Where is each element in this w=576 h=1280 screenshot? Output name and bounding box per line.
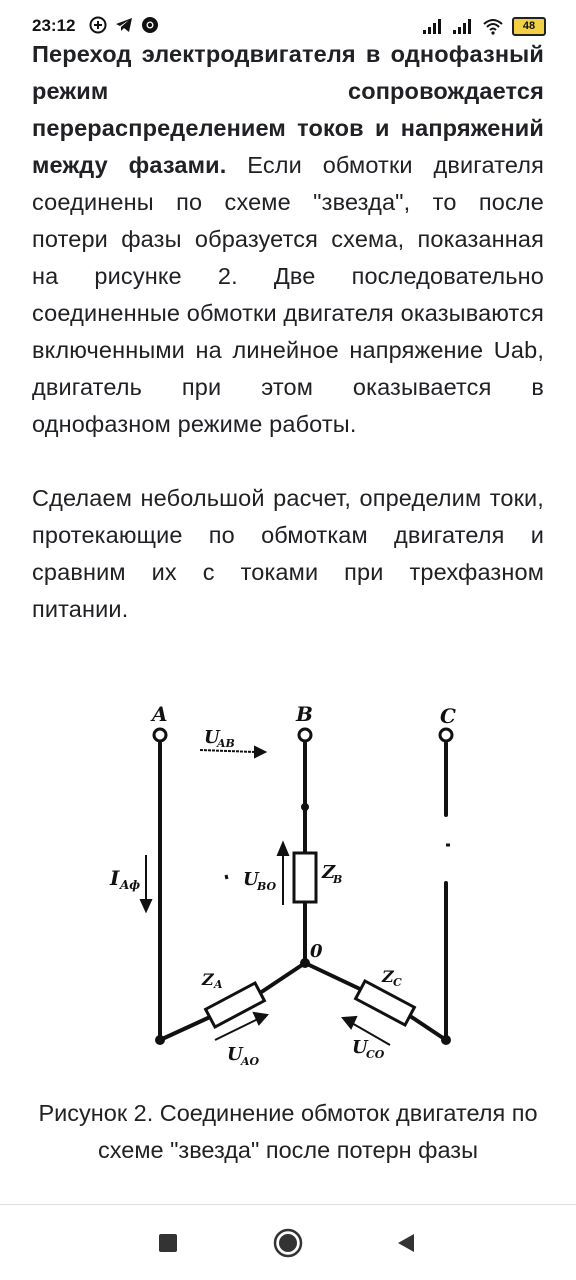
- label-u-bo: U: [243, 869, 259, 890]
- label-c: C: [440, 704, 456, 728]
- label-o: 0: [310, 941, 323, 962]
- label-u-co-sub: CO: [366, 1048, 385, 1061]
- lead-sentence: Переход электродвигателя в однофазный режим сопровождается перераспределением токов и напряжений между фазами.: [32, 41, 544, 178]
- chrome-icon: [140, 15, 160, 35]
- diagram-svg: [100, 695, 480, 1085]
- label-i-af: I: [110, 866, 120, 890]
- signal-icon: [452, 16, 474, 36]
- label-z-a-sub: A: [214, 978, 223, 991]
- signal-icon: [422, 16, 444, 36]
- paragraph-2: Сделаем небольшой расчет, определим токи, протекающие по обмоткам двигателя и сравним их с токами при трехфазном питании.: [32, 485, 544, 622]
- label-a: A: [152, 702, 168, 726]
- label-z-a: Z: [202, 970, 214, 989]
- terminal-b: [299, 729, 311, 741]
- wifi-icon: [482, 16, 504, 36]
- label-u-bo-sub: BO: [257, 880, 277, 893]
- star-connection-diagram: [100, 695, 480, 1085]
- resistor-zc: [356, 981, 415, 1025]
- resistor-zb: [294, 853, 316, 902]
- label-z-c-sub: C: [393, 976, 402, 989]
- paragraph-1-text: Если обмотки двигателя соединены по схеме "звезда", то после потери фазы образуется схема, показанная на рисунке 2. Две последовательно соединенные обмотки двигателя оказываются включенными на линейное напряжение Uab, двигатель при этом оказывается в однофазном режиме работы.: [32, 152, 544, 437]
- label-u-ao: U: [227, 1044, 243, 1065]
- label-u-ab: U: [204, 727, 220, 748]
- back-triangle-icon: [394, 1231, 418, 1255]
- label-b: B: [296, 702, 313, 726]
- terminal-a: [154, 729, 166, 741]
- article-body: [32, 36, 544, 628]
- label-u-co: U: [352, 1037, 368, 1058]
- status-icons-right: [422, 16, 546, 36]
- plus-circle-icon: [88, 15, 108, 35]
- status-icons-left: [88, 15, 160, 35]
- recents-button[interactable]: [152, 1227, 184, 1259]
- label-i-af-sub: Aф: [120, 878, 141, 892]
- paragraph-1: [32, 36, 544, 443]
- navigation-bar: [0, 1205, 576, 1280]
- home-circle-icon: [272, 1227, 304, 1259]
- back-button[interactable]: [390, 1227, 422, 1259]
- status-time: 23:12: [32, 16, 76, 35]
- label-z-b-sub: B: [333, 873, 343, 886]
- label-u-ab-sub: AB: [217, 737, 235, 750]
- telegram-icon: [114, 15, 134, 35]
- recents-square-icon: [157, 1232, 179, 1254]
- terminal-c: [440, 729, 452, 741]
- battery-icon: 48: [512, 17, 546, 36]
- label-z-b: Z: [322, 862, 336, 883]
- label-u-ao-sub: AO: [241, 1055, 260, 1068]
- label-z-c: Z: [382, 967, 394, 986]
- home-button[interactable]: [272, 1227, 304, 1259]
- figure-caption: Рисунок 2. Соединение обмоток двигателя по схеме "звезда" после потерн фазы: [38, 1100, 538, 1163]
